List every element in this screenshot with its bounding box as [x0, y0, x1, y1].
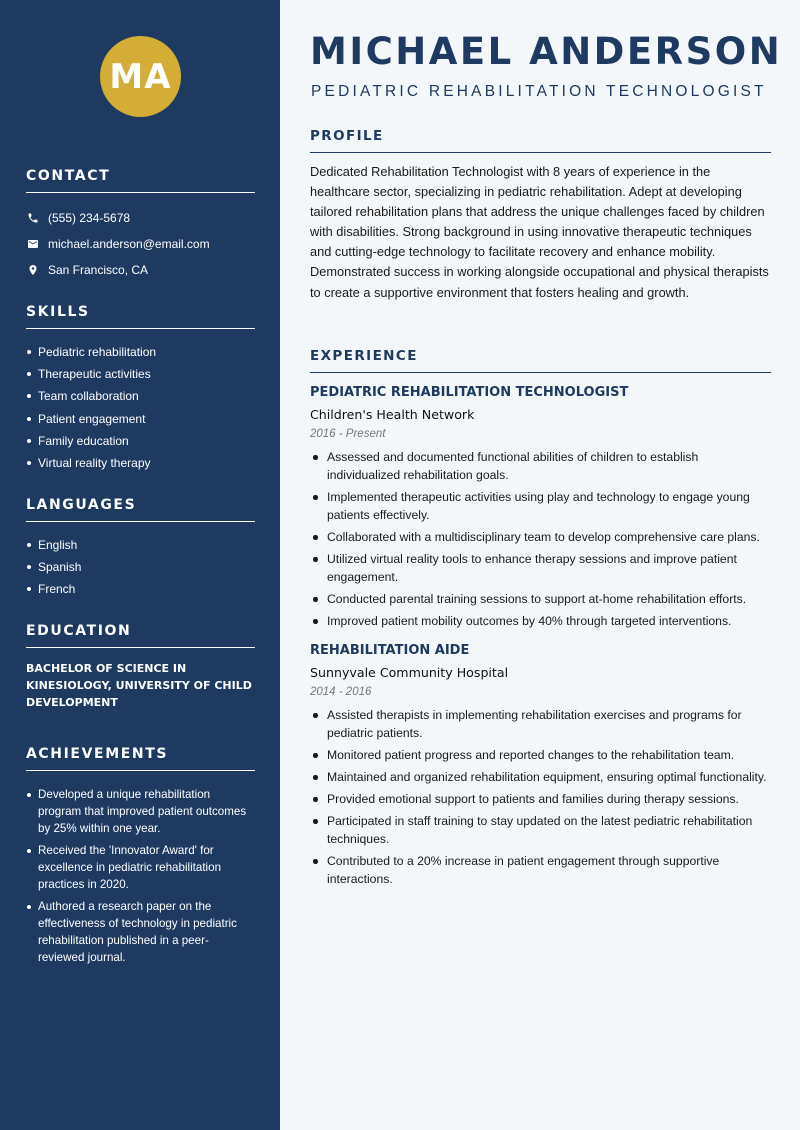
skill-item: Patient engagement: [26, 408, 255, 430]
profile-section: [310, 128, 771, 303]
achievements-heading: ACHIEVEMENTS: [26, 746, 255, 771]
achievement-item: Authored a research paper on the effectiveness of technology in pediatric rehabilitation published in a peer-reviewed journal.: [26, 898, 255, 966]
language-item: French: [26, 578, 255, 600]
skills-section: [26, 304, 255, 474]
sidebar: [0, 0, 280, 1130]
job-bullet: Assisted therapists in implementing rehabilitation exercises and programs for pediatric patients.: [310, 706, 771, 742]
job-bullet: Participated in staff training to stay updated on the latest pediatric rehabilitation techniques.: [310, 812, 771, 848]
job-entry: [310, 643, 771, 888]
contact-email: [26, 231, 255, 257]
job-entry: [310, 385, 771, 630]
language-item: English: [26, 534, 255, 556]
languages-heading: LANGUAGES: [26, 497, 255, 522]
job-bullet: Provided emotional support to patients and families during therapy sessions.: [310, 790, 771, 808]
job-bullet: Collaborated with a multidisciplinary team to develop comprehensive care plans.: [310, 528, 771, 546]
job-bullets: [310, 706, 771, 888]
job-bullet: Assessed and documented functional abilities of children to establish individualized rehabilitation goals.: [310, 448, 771, 484]
skill-item: Team collaboration: [26, 385, 255, 407]
job-dates: 2014 - 2016: [310, 686, 372, 698]
avatar-initials: MA: [100, 36, 181, 117]
contact-heading: CONTACT: [26, 168, 255, 193]
education-heading: EDUCATION: [26, 623, 255, 648]
phone-icon: [26, 211, 40, 225]
location-text: San Francisco, CA: [48, 263, 149, 277]
job-title: PEDIATRIC REHABILITATION TECHNOLOGIST: [310, 385, 629, 400]
skill-item: Family education: [26, 430, 255, 452]
email-icon: [26, 237, 40, 251]
contact-section: [26, 168, 255, 283]
job-bullet: Conducted parental training sessions to support at-home rehabilitation efforts.: [310, 590, 771, 608]
languages-list: [26, 534, 255, 601]
profile-text: Dedicated Rehabilitation Technologist with 8 years of experience in the healthcare sector, specializing in pediatric rehabilitation. Adept at developing tailored rehabilitation plans that address the unique challenges faced by children with disabilities. Strong background in using innovative therapeutic techniques and cutting-edge technology to facilitate recovery and enhance mobility. Demonstrated success in working alongside occupational and physical therapists to create a supportive environment that fosters healing and growth.: [310, 164, 769, 300]
education-section: [26, 623, 255, 711]
job-title: REHABILITATION AIDE: [310, 643, 470, 658]
job-bullet: Contributed to a 20% increase in patient engagement through supportive interactions.: [310, 852, 771, 888]
job-dates: 2016 - Present: [310, 428, 386, 440]
job-bullet: Monitored patient progress and reported changes to the rehabilitation team.: [310, 746, 771, 764]
experience-section: [310, 348, 771, 892]
languages-section: [26, 497, 255, 601]
candidate-title: PEDIATRIC REHABILITATION TECHNOLOGIST: [311, 83, 767, 100]
skills-heading: SKILLS: [26, 304, 255, 329]
profile-heading: PROFILE: [310, 128, 771, 153]
email-text: michael.anderson@email.com: [48, 237, 210, 251]
achievement-item: Developed a unique rehabilitation program that improved patient outcomes by 25% within one year.: [26, 786, 255, 837]
job-company: Children's Health Network: [310, 407, 475, 422]
candidate-name: MICHAEL ANDERSON: [310, 30, 783, 73]
job-company: Sunnyvale Community Hospital: [310, 665, 509, 680]
phone-text: (555) 234-5678: [48, 211, 131, 225]
job-bullet: Implemented therapeutic activities using play and technology to engage young patients effectively.: [310, 488, 771, 524]
location-pin-icon: [26, 263, 40, 277]
skill-item: Pediatric rehabilitation: [26, 341, 255, 363]
contact-phone: [26, 205, 255, 231]
skills-list: [26, 341, 255, 474]
contact-location: [26, 257, 255, 283]
achievement-item: Received the 'Innovator Award' for excellence in pediatric rehabilitation practices in 2020.: [26, 842, 255, 893]
job-bullet: Improved patient mobility outcomes by 40% through targeted interventions.: [310, 612, 771, 630]
language-item: Spanish: [26, 556, 255, 578]
achievements-list: [26, 786, 255, 966]
education-degree: BACHELOR OF SCIENCE IN KINESIOLOGY, UNIVERSITY OF CHILD DEVELOPMENT: [26, 662, 252, 709]
skill-item: Therapeutic activities: [26, 363, 255, 385]
job-bullets: [310, 448, 771, 630]
job-bullet: Maintained and organized rehabilitation equipment, ensuring optimal functionality.: [310, 768, 771, 786]
achievements-section: [26, 746, 255, 971]
experience-heading: EXPERIENCE: [310, 348, 771, 373]
skill-item: Virtual reality therapy: [26, 452, 255, 474]
job-bullet: Utilized virtual reality tools to enhance therapy sessions and improve patient engagement.: [310, 550, 771, 586]
